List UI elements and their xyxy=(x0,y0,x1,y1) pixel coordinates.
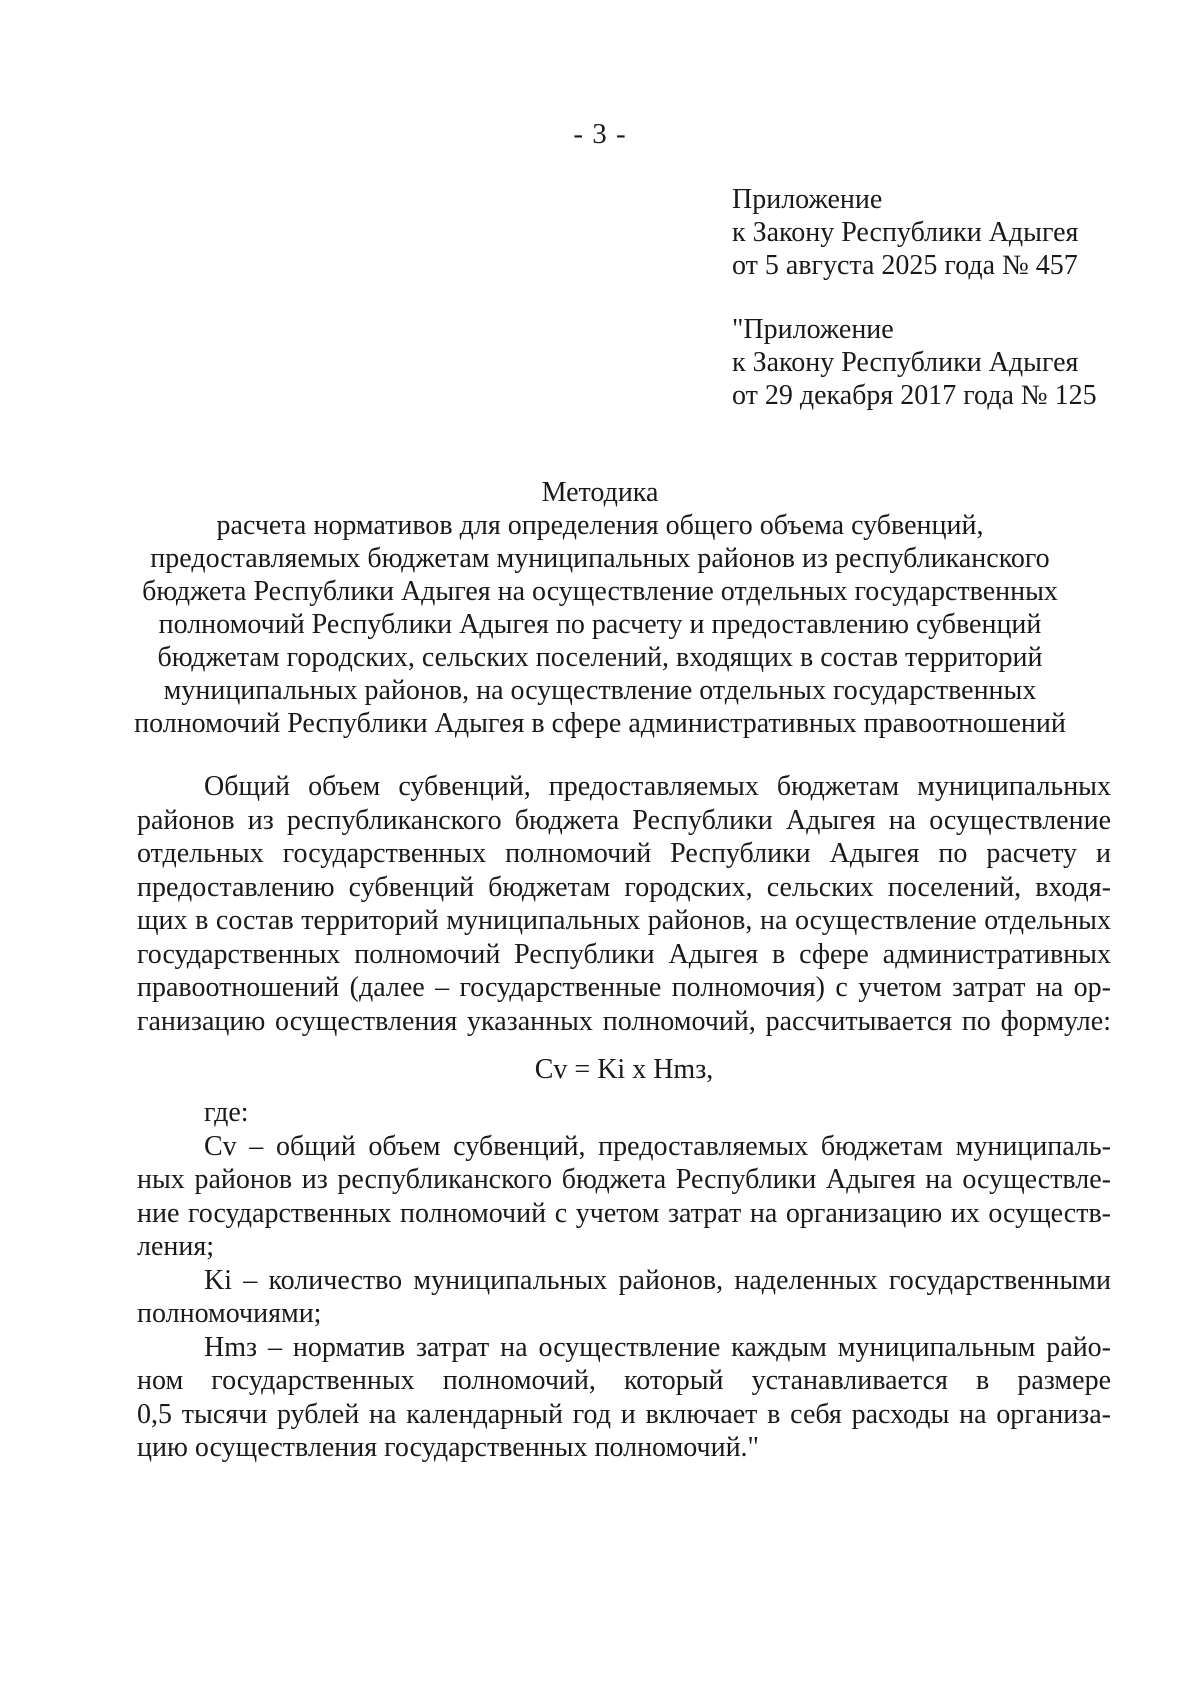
annex-original-reference xyxy=(732,313,1097,412)
intro-paragraph xyxy=(137,770,1111,1038)
definition-line: ных районов из республиканского бюджета Республики Адыгея на осуществле- xyxy=(137,1164,1111,1195)
page-number: - 3 - xyxy=(573,118,627,150)
definition-line: Ki – количество муниципальных районов, наделенных государственными xyxy=(204,1264,1111,1296)
title-line: полномочий Республики Адыгея по расчету и предоставлению субвенций xyxy=(158,609,1042,640)
title-line: расчета нормативов для определения общего объема субвенций, xyxy=(216,510,984,541)
title-line: муниципальных районов, на осуществление отдельных государственных xyxy=(163,675,1037,706)
document-title xyxy=(100,476,1100,740)
definition-ki xyxy=(137,1264,1111,1331)
paragraph-line: предоставлению субвенций бюджетам городских, сельских поселений, входя- xyxy=(137,871,1111,903)
annex-line: от 5 августа 2025 года № 457 xyxy=(732,250,1078,281)
definition-line: Cv – общий объем субвенций, предоставляемых бюджетам муниципаль- xyxy=(204,1130,1111,1162)
definition-line: цию осуществления государственных полномочий." xyxy=(137,1432,759,1463)
definition-line: ления; xyxy=(137,1231,215,1262)
paragraph-line: ганизацию осуществления указанных полномочий, рассчитывается по формуле: xyxy=(137,1005,1111,1037)
paragraph-line: правоотношений (далее – государственные полномочия) с учетом затрат на ор- xyxy=(137,972,1111,1003)
paragraph-line: щих в состав территорий муниципальных районов, на осуществление отдельных xyxy=(137,905,1111,936)
definition-line: Hmз – норматив затрат на осуществление каждым муниципальным райо- xyxy=(204,1331,1111,1363)
formula: Cv = Ki x Hmз, xyxy=(534,1054,714,1085)
title-line: бюджета Республики Адыгея на осуществление отдельных государственных xyxy=(142,576,1058,607)
annex-current-reference xyxy=(732,183,1078,282)
paragraph-line: районов из республиканского бюджета Республики Адыгея на осуществление xyxy=(137,804,1111,836)
paragraph-line: государственных полномочий Республики Адыгея в сфере административных xyxy=(137,938,1111,970)
definition-cv xyxy=(137,1130,1111,1264)
title-line: предоставляемых бюджетам муниципальных районов из республиканского xyxy=(150,543,1050,574)
document-body xyxy=(137,770,1111,1465)
definition-line: ном государственных полномочий, который устанавливается в размере xyxy=(137,1365,1111,1396)
title-line: бюджетам городских, сельских поселений, входящих в состав территорий xyxy=(157,642,1043,673)
title-heading: Методика xyxy=(541,477,659,508)
annex-line: к Закону Республики Адыгея xyxy=(732,347,1079,378)
paragraph-line: отдельных государственных полномочий Республики Адыгея по расчету и xyxy=(137,838,1111,869)
annex-line: Приложение xyxy=(732,184,883,215)
where-label: где: xyxy=(204,1097,249,1128)
annex-line: к Закону Республики Адыгея xyxy=(732,217,1079,248)
title-line: полномочий Республики Адыгея в сфере административных правоотношений xyxy=(134,708,1066,739)
definition-line: 0,5 тысячи рублей на календарный год и включает в себя расходы на организа- xyxy=(137,1398,1111,1430)
annex-line: от 29 декабря 2017 года № 125 xyxy=(732,380,1097,411)
definition-line: полномочиями; xyxy=(137,1298,322,1329)
annex-line: "Приложение xyxy=(732,314,894,345)
definition-line: ние государственных полномочий с учетом затрат на организацию их осуществ- xyxy=(137,1197,1111,1229)
definition-hmz xyxy=(137,1331,1111,1465)
paragraph-line: Общий объем субвенций, предоставляемых бюджетам муниципальных xyxy=(204,771,1111,802)
